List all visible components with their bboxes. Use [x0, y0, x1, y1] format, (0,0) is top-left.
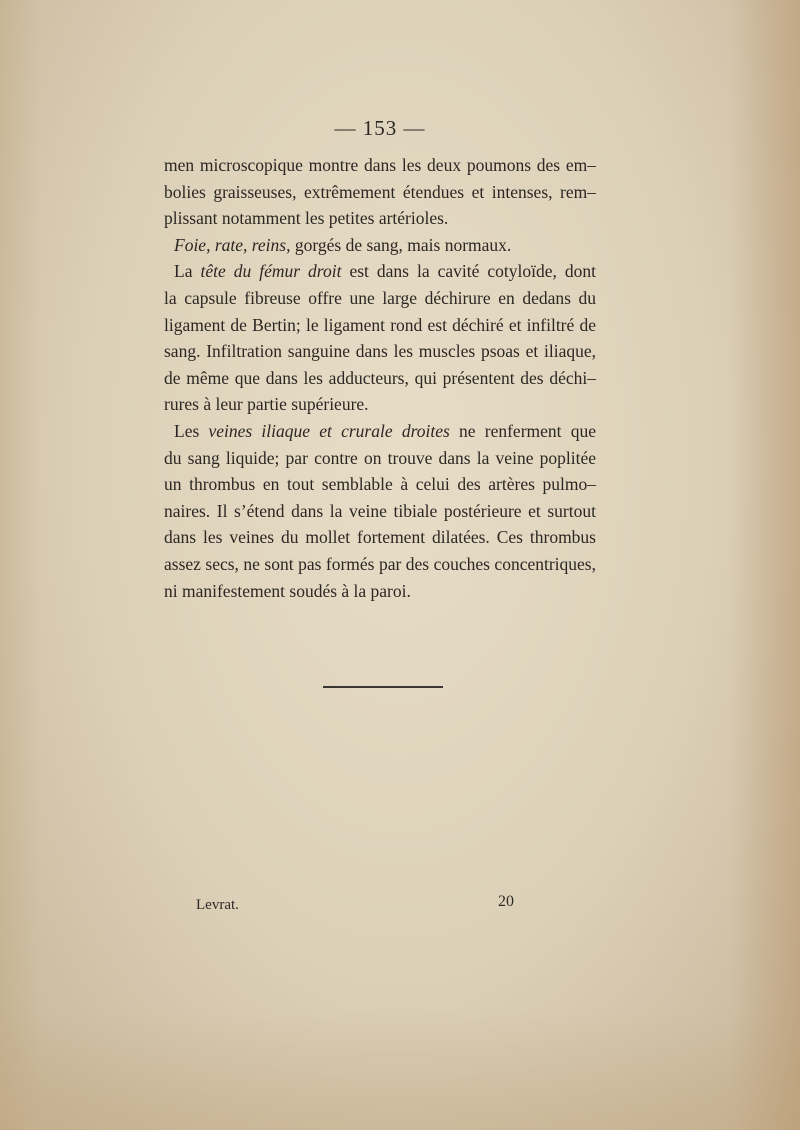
- text-line: [164, 179, 596, 206]
- page-edge-shading-left: [0, 0, 40, 1130]
- text-run: ne renferment que: [449, 420, 596, 441]
- text-line: [164, 205, 596, 232]
- italic-run: tête du fémur droit: [200, 261, 342, 282]
- text-line: [164, 418, 596, 445]
- text-run: sang. Infiltration sanguine dans les muscles psoas et iliaque,: [164, 341, 596, 362]
- text-run: Les: [174, 420, 209, 441]
- text-run: est dans la cavité cotyloïde, dont: [341, 261, 596, 282]
- printer-signature: Levrat.: [196, 897, 239, 913]
- paragraph: [164, 418, 596, 604]
- text-line: [164, 258, 596, 285]
- text-run: plissant notamment les petites artérioles.: [164, 208, 449, 229]
- text-run: bolies graisseuses, extrêmement étendues et intenses, rem–: [164, 181, 596, 202]
- text-run: assez secs, ne sont pas formés par des couches concentriques,: [164, 553, 596, 574]
- text-run: men microscopique montre dans les deux poumons des em–: [164, 155, 596, 175]
- text-line: [164, 285, 596, 312]
- text-line: [164, 524, 596, 551]
- text-run: dans les veines du mollet fortement dilatées. Ces thrombus: [164, 527, 596, 548]
- text-line: [164, 471, 596, 498]
- sheet-number: 20: [498, 893, 514, 910]
- text-run: de même que dans les adducteurs, qui présentent des déchi–: [164, 367, 596, 388]
- text-run: la capsule fibreuse offre une large déchirure en dedans du: [164, 287, 596, 308]
- text-run: ni manifestement soudés à la paroi.: [164, 580, 411, 601]
- text-run: gorgés de sang, mais normaux.: [290, 234, 512, 255]
- text-line: [164, 365, 596, 392]
- paragraph: [164, 258, 596, 418]
- text-run: naires. Il s’étend dans la veine tibiale postérieure et surtout: [164, 500, 596, 521]
- text-run: rures à leur partie supérieure.: [164, 394, 369, 415]
- text-run: du sang liquide; par contre on trouve dans la veine poplitée: [164, 447, 596, 468]
- page-edge-shading-bottom: [0, 1010, 800, 1130]
- italic-run: veines iliaque et crurale droites: [208, 420, 450, 441]
- text-run: un thrombus en tout semblable à celui des artères pulmo–: [164, 474, 596, 495]
- text-run: ligament de Bertin; le ligament rond est déchiré et infiltré de: [164, 314, 596, 335]
- paragraph: [164, 232, 596, 259]
- italic-run: Foie, rate, reins,: [174, 234, 291, 255]
- paragraph: [164, 152, 596, 232]
- text-line: [164, 391, 596, 418]
- text-line: [164, 498, 596, 525]
- text-line: [164, 152, 596, 179]
- page-number: — 153 —: [334, 116, 426, 140]
- text-line: [164, 312, 596, 339]
- page-edge-shading-right: [730, 0, 800, 1130]
- section-divider-rule: [323, 686, 443, 688]
- text-line: [164, 445, 596, 472]
- text-line: [164, 232, 596, 259]
- text-run: La: [174, 261, 201, 282]
- text-line: [164, 551, 596, 578]
- text-line: [164, 578, 596, 605]
- text-line: [164, 338, 596, 365]
- body-text: [164, 152, 596, 604]
